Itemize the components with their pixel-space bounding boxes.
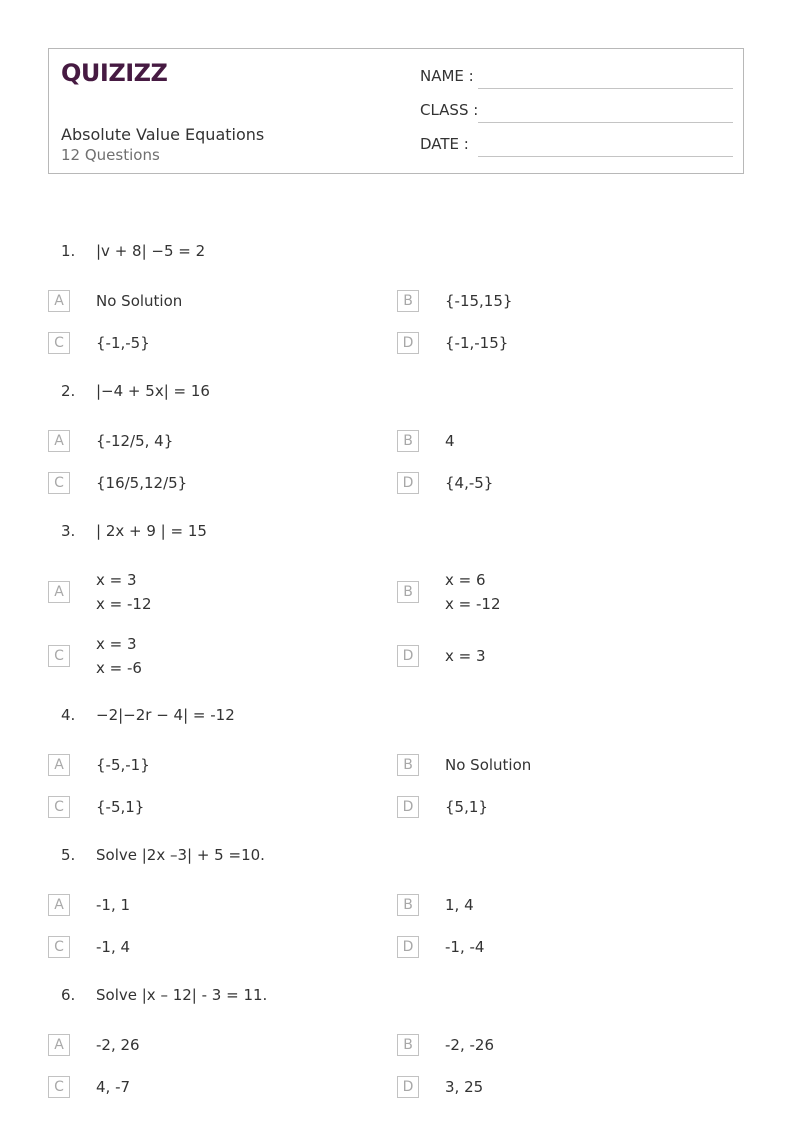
date-label: DATE : — [420, 135, 469, 153]
date-line — [478, 156, 733, 157]
name-label: NAME : — [420, 67, 474, 85]
option-c-text: x = 3 x = -6 — [96, 635, 142, 677]
option-d-letter: D — [397, 796, 419, 818]
option-b-letter: B — [397, 754, 419, 776]
option-b-text: 4 — [445, 432, 455, 450]
option-b-text: -2, -26 — [445, 1036, 494, 1054]
question-number: 6. — [61, 986, 76, 1004]
option-a-text: x = 3 x = -12 — [96, 571, 152, 613]
option-c-letter: C — [48, 1076, 70, 1098]
option-c-text: {16/5,12/5} — [96, 474, 188, 492]
option-d-letter: D — [397, 332, 419, 354]
option-d-text: {-1,-15} — [445, 334, 509, 352]
class-line — [478, 122, 733, 123]
option-a-letter: A — [48, 430, 70, 452]
option-c-letter: C — [48, 796, 70, 818]
option-d-text: {4,-5} — [445, 474, 494, 492]
class-field — [420, 101, 733, 123]
question-text: −2|−2r − 4| = -12 — [96, 706, 235, 724]
option-c-text: {-1,-5} — [96, 334, 150, 352]
option-c-letter: C — [48, 472, 70, 494]
option-a-text: -2, 26 — [96, 1036, 140, 1054]
option-b-letter: B — [397, 1034, 419, 1056]
option-d-letter: D — [397, 1076, 419, 1098]
question-number: 1. — [61, 242, 76, 260]
option-c-text: {-5,1} — [96, 798, 145, 816]
date-field — [420, 135, 733, 157]
option-a-text: {-5,-1} — [96, 756, 150, 774]
option-a-letter: A — [48, 754, 70, 776]
question-count: 12 Questions — [61, 146, 160, 164]
option-b-letter: B — [397, 430, 419, 452]
option-d-text: 3, 25 — [445, 1078, 484, 1096]
name-line — [478, 88, 733, 89]
question-text: | 2x + 9 | = 15 — [96, 522, 207, 540]
option-a-letter: A — [48, 894, 70, 916]
question-text: |v + 8| −5 = 2 — [96, 242, 206, 260]
question-text: Solve |2x –3| + 5 =10. — [96, 846, 265, 864]
option-b-letter: B — [397, 290, 419, 312]
question-text: Solve |x – 12| - 3 = 11. — [96, 986, 268, 1004]
option-a-text: No Solution — [96, 292, 183, 310]
question-number: 4. — [61, 706, 76, 724]
question-text: |−4 + 5x| = 16 — [96, 382, 210, 400]
name-field — [420, 67, 733, 89]
worksheet-title: Absolute Value Equations — [61, 125, 265, 144]
worksheet-header — [48, 48, 744, 174]
option-c-text: 4, -7 — [96, 1078, 131, 1096]
question-number: 3. — [61, 522, 76, 540]
option-a-letter: A — [48, 1034, 70, 1056]
quizizz-logo: QUIZIZZ — [61, 59, 168, 87]
option-d-text: -1, -4 — [445, 938, 485, 956]
option-a-letter: A — [48, 581, 70, 603]
option-a-letter: A — [48, 290, 70, 312]
option-c-letter: C — [48, 936, 70, 958]
option-a-text: -1, 1 — [96, 896, 131, 914]
option-b-text: x = 6 x = -12 — [445, 571, 501, 613]
option-a-text: {-12/5, 4} — [96, 432, 174, 450]
option-b-text: 1, 4 — [445, 896, 474, 914]
class-label: CLASS : — [420, 101, 479, 119]
option-c-letter: C — [48, 332, 70, 354]
option-c-letter: C — [48, 645, 70, 667]
option-c-text: -1, 4 — [96, 938, 131, 956]
option-d-letter: D — [397, 472, 419, 494]
option-d-letter: D — [397, 645, 419, 667]
option-b-text: {-15,15} — [445, 292, 513, 310]
option-d-text: {5,1} — [445, 798, 488, 816]
option-b-letter: B — [397, 894, 419, 916]
question-number: 5. — [61, 846, 76, 864]
option-d-letter: D — [397, 936, 419, 958]
question-number: 2. — [61, 382, 76, 400]
option-d-text: x = 3 — [445, 647, 486, 665]
option-b-letter: B — [397, 581, 419, 603]
option-b-text: No Solution — [445, 756, 532, 774]
